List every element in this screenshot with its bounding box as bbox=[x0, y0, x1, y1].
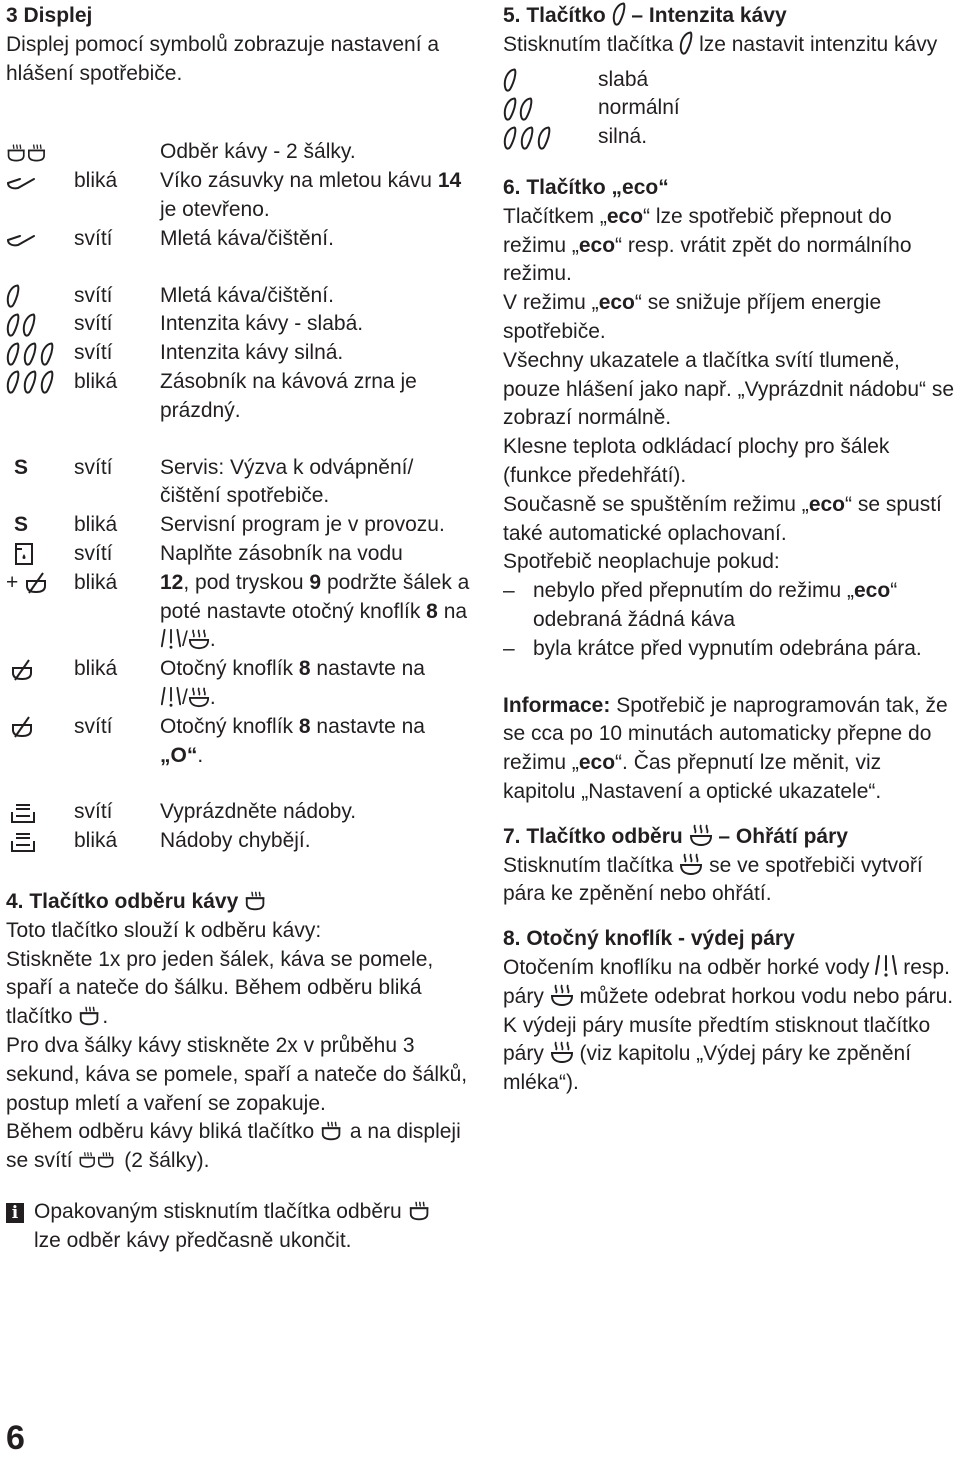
section-7-p1: Stisknutím tlačítka se ve spotřebiči vytvoří pára ke zpěnění nebo ohřátí. bbox=[503, 853, 923, 906]
section-4-title: 4. Tlačítko odběru kávy bbox=[6, 888, 472, 917]
cup-icon bbox=[78, 1005, 102, 1027]
cup-off-icon bbox=[24, 571, 48, 595]
symbol-desc: Mletá káva/čištění. bbox=[160, 283, 334, 307]
display-symbol-table bbox=[6, 138, 472, 856]
section-5-p1: Stisknutím tlačítka lze nastavit intenzitu kávy bbox=[503, 32, 938, 56]
hot-water-icon bbox=[875, 954, 897, 978]
symbol-desc: Intenzita kávy silná. bbox=[160, 341, 344, 365]
symbol-row bbox=[6, 339, 472, 368]
symbol-desc: Servisní program je v provozu. bbox=[160, 513, 445, 537]
cup-icon bbox=[244, 890, 268, 912]
section-4-p1: Toto tlačítko slouží k odběru kávy: bbox=[6, 918, 322, 942]
ground-coffee-scoop-icon bbox=[6, 173, 36, 191]
section-6-p5: Současně se spuštěním režimu „eco“ se spustí také automatické oplachovaní. bbox=[503, 492, 942, 545]
drip-tray-icon bbox=[10, 802, 36, 824]
symbol-state: svítí bbox=[74, 714, 113, 738]
symbol-row bbox=[6, 368, 472, 426]
drip-tray-icon bbox=[10, 831, 36, 853]
symbol-row bbox=[6, 454, 472, 512]
symbol-desc: Servis: Výzva k odvápnění/ čištění spotřebiče. bbox=[160, 455, 414, 508]
bean-2-icon bbox=[503, 97, 535, 121]
plus-sign: + bbox=[6, 570, 19, 594]
bean-1-icon bbox=[612, 2, 626, 26]
symbol-state: bliká bbox=[74, 829, 118, 853]
section-5-title: 5. Tlačítko – Intenzita kávy bbox=[503, 4, 787, 27]
ground-coffee-scoop-icon bbox=[6, 230, 36, 248]
symbol-desc: Mletá káva/čištění. bbox=[160, 226, 334, 250]
two-cups-icon bbox=[6, 141, 50, 165]
symbol-row bbox=[6, 167, 472, 225]
symbol-desc: Otočný knoflík 8 nastavte na / . bbox=[160, 657, 425, 709]
info-icon: i bbox=[6, 1203, 24, 1223]
symbol-row bbox=[6, 511, 472, 540]
intensity-row bbox=[503, 123, 955, 152]
symbol-row bbox=[6, 655, 472, 713]
symbol-state: bliká bbox=[74, 169, 118, 193]
symbol-desc: Nádoby chybějí. bbox=[160, 829, 311, 853]
section-4-p2: Stiskněte 1x pro jeden šálek, káva se pomele, spaří a nateče do šálku. Během odběru bliká tlačítko . bbox=[6, 947, 434, 1029]
symbol-state: svítí bbox=[74, 800, 113, 824]
symbol-row bbox=[6, 569, 472, 655]
hot-water-icon bbox=[160, 628, 182, 650]
section-3-title: 3 Displej bbox=[6, 4, 93, 27]
symbol-desc: Odběr kávy - 2 šálky. bbox=[160, 140, 356, 164]
section-6-p3: Všechny ukazatele a tlačítka svítí tlumeně, pouze hlášení jako např. „Vyprázdnit nádobu“ se zobrazí normálně. bbox=[503, 348, 955, 430]
water-tank-icon bbox=[14, 542, 34, 566]
symbol-row bbox=[6, 282, 472, 311]
symbol-row bbox=[6, 225, 472, 254]
symbol-row bbox=[6, 138, 472, 167]
section-6-p6: Spotřebič neoplachuje pokud: bbox=[503, 550, 780, 574]
steam-icon bbox=[188, 686, 210, 708]
section-4-p4: Během odběru kávy bliká tlačítko a na displeji se svítí (2 šálky). bbox=[6, 1120, 461, 1173]
bean-3-icon bbox=[503, 126, 553, 150]
symbol-desc: 12, pod tryskou 9 podržte šálek a poté nastavte otočný knoflík 8 na / . bbox=[160, 570, 470, 652]
two-cups-icon bbox=[78, 1149, 118, 1171]
steam-icon bbox=[689, 823, 713, 847]
intensity-row bbox=[503, 66, 955, 95]
section-4-p3: Pro dva šálky kávy stiskněte 2x v průběhu 3 sekund, káva se pomele, spaří a nateče do šálků, postup mletí a vaření se zopakuje. bbox=[6, 1033, 468, 1115]
section-6-list bbox=[503, 577, 955, 663]
left-column bbox=[6, 2, 472, 1255]
intensity-label: silná. bbox=[598, 125, 648, 149]
section-3-intro: Displej pomocí symbolů zobrazuje nastavení a hlášení spotřebiče. bbox=[6, 32, 440, 85]
list-item: – byla krátce před vypnutím odebrána pára. bbox=[503, 635, 955, 664]
bean-3-icon bbox=[6, 370, 56, 394]
symbol-row bbox=[6, 827, 472, 856]
symbol-state: svítí bbox=[74, 341, 113, 365]
symbol-desc: Naplňte zásobník na vodu bbox=[160, 541, 403, 565]
symbol-state: bliká bbox=[74, 513, 118, 537]
intensity-label: slabá bbox=[598, 67, 649, 91]
info-note bbox=[6, 1198, 472, 1256]
hot-water-icon bbox=[160, 686, 182, 708]
right-column bbox=[503, 2, 955, 1098]
list-item: – nebylo před přepnutím do režimu „eco“ odebraná žádná káva bbox=[503, 577, 955, 635]
symbol-row bbox=[6, 310, 472, 339]
symbol-state: svítí bbox=[74, 541, 113, 565]
page-number: 6 bbox=[6, 1419, 25, 1457]
cup-off-icon bbox=[10, 658, 34, 682]
symbol-desc: Vyprázdněte nádoby. bbox=[160, 800, 357, 824]
symbol-desc: Víko zásuvky na mletou kávu 14 je otevřeno. bbox=[160, 169, 462, 221]
section-7-title: 7. Tlačítko odběru – Ohřátí páry bbox=[503, 824, 848, 848]
symbol-state: bliká bbox=[74, 570, 118, 594]
section-8-p1: Otočením knoflíku na odběr horké vody resp. páry můžete odebrat horkou vodu nebo páru. K výdeji páry musíte předtím stisknout tlačítko páry (viz kapitolu „Výdej páry ke zpěnění mléka“). bbox=[503, 955, 954, 1095]
symbol-desc: Zásobník na kávová zrna je prázdný. bbox=[160, 369, 417, 422]
symbol-row bbox=[6, 713, 472, 771]
intensity-label: normální bbox=[598, 96, 680, 120]
symbol-desc: Otočný knoflík 8 nastavte na „O“. bbox=[160, 714, 425, 767]
steam-icon bbox=[550, 1040, 574, 1064]
symbol-state: bliká bbox=[74, 369, 118, 393]
cup-icon bbox=[320, 1120, 344, 1142]
symbol-state: svítí bbox=[74, 312, 113, 336]
info-note-text: Opakovaným stisknutím tlačítka odběru lze odběr kávy předčasně ukončit. bbox=[34, 1198, 432, 1256]
intensity-row bbox=[503, 94, 955, 123]
symbol-state: svítí bbox=[74, 283, 113, 307]
bean-1-icon bbox=[679, 31, 693, 55]
bean-1-icon bbox=[503, 68, 517, 92]
bean-3-icon bbox=[6, 342, 56, 366]
section-6-p1: Tlačítkem „eco“ lze spotřebič přepnout do režimu „eco“ resp. vrátit zpět do normálního režimu. bbox=[503, 204, 912, 286]
symbol-desc: Intenzita kávy - slabá. bbox=[160, 312, 364, 336]
section-6-p2: V režimu „eco“ se snižuje příjem energie spotřebiče. bbox=[503, 291, 882, 343]
service-s-icon: S bbox=[14, 455, 29, 479]
symbol-row bbox=[6, 798, 472, 827]
service-s-icon: S bbox=[14, 513, 29, 537]
section-6-p4: Klesne teplota odkládací plochy pro šálek (funkce předehřátí). bbox=[503, 435, 890, 487]
symbol-state: bliká bbox=[74, 657, 118, 681]
section-6-title: 6. Tlačítko „eco“ bbox=[503, 175, 669, 199]
steam-icon bbox=[188, 628, 210, 650]
cup-off-icon bbox=[10, 715, 34, 739]
cup-icon bbox=[408, 1200, 432, 1222]
section-8-title: 8. Otočný knoflík - výdej páry bbox=[503, 927, 795, 951]
bean-1-icon bbox=[6, 284, 20, 308]
symbol-state: svítí bbox=[74, 226, 113, 250]
steam-icon bbox=[679, 852, 703, 876]
symbol-row bbox=[6, 540, 472, 569]
bean-2-icon bbox=[6, 313, 38, 337]
section-6-info: Informace: Spotřebič je naprogramován tak, že se cca po 10 minutách automaticky přepne do režimu „eco“. Čas přepnutí lze měnit, viz kapitolu „Nastavení a optické ukazatele“. bbox=[503, 693, 948, 803]
steam-icon bbox=[550, 983, 574, 1007]
symbol-state: svítí bbox=[74, 455, 113, 479]
